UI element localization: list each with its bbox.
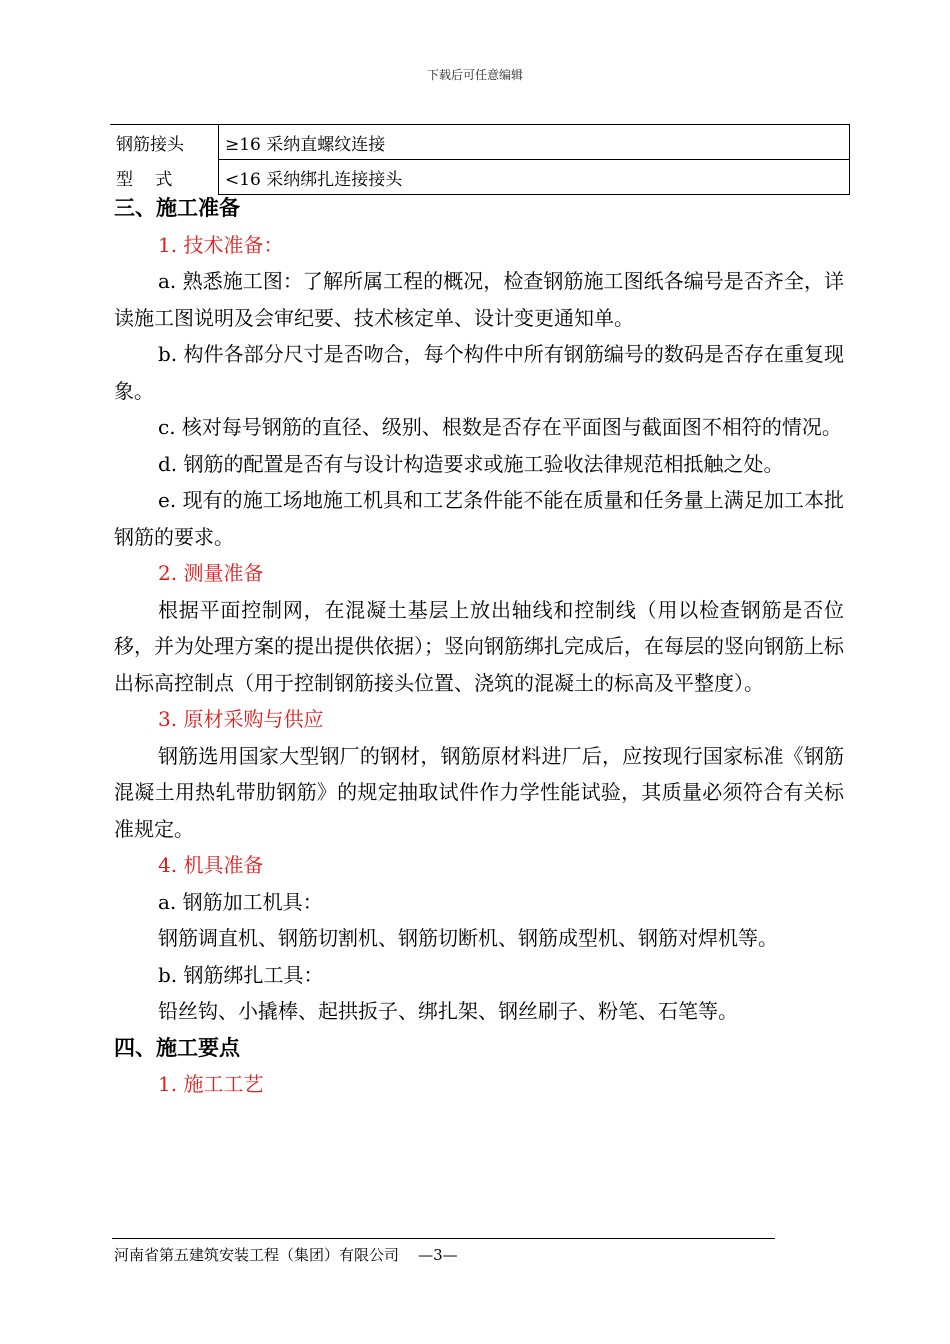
- paragraph: 钢筋调直机、钢筋切割机、钢筋切断机、钢筋成型机、钢筋对焊机等。: [158, 926, 778, 950]
- paragraph: d. 钢筋的配置是否有与设计构造要求或施工验收法律规范相抵触之处。: [158, 451, 784, 476]
- paragraph: c. 核对每号钢筋的直径、级别、根数是否存在平面图与截面图不相符的情况。: [158, 415, 842, 439]
- header-watermark: 下载后可任意编辑: [426, 68, 523, 82]
- subsection-heading: 3. 原材采购与供应: [158, 707, 324, 731]
- table-row: [110, 125, 850, 160]
- footer-divider: [112, 1238, 775, 1239]
- section-heading: 四、施工要点: [114, 1034, 240, 1060]
- document-body: [114, 190, 844, 1103]
- subsection-heading: 4. 机具准备: [158, 853, 264, 877]
- page-footer: [114, 1244, 458, 1265]
- paragraph: b. 钢筋绑扎工具：: [158, 962, 324, 987]
- paragraph: b. 构件各部分尺寸是否吻合，每个构件中所有钢筋编号的数码是否存在重复现象。: [114, 342, 844, 403]
- paragraph: 钢筋选用国家大型钢厂的钢材，钢筋原材料进厂后，应按现行国家标准《钢筋混凝土用热轧带肋钢筋》的规定抽取试件作力学性能试验，其质量必须符合有关标准规定。: [114, 743, 844, 841]
- paragraph: 根据平面控制网，在混凝土基层上放出轴线和控制线（用以检查钢筋是否位移，并为处理方案的提出提供依据）；竖向钢筋绑扎完成后，在每层的竖向钢筋上标出标高控制点（用于控制钢筋接头位置、浇筑的混凝土的标高及平整度）。: [114, 597, 844, 695]
- paragraph: a. 钢筋加工机具：: [158, 889, 323, 914]
- footer-company: 河南省第五建筑安装工程（集团）有限公司: [114, 1246, 400, 1264]
- subsection-heading: 1. 技术准备：: [158, 232, 284, 257]
- table-value-cell: <16 采纳绑扎连接接头: [219, 160, 850, 195]
- joint-type-table: [110, 124, 850, 195]
- subsection-heading: 2. 测量准备: [158, 561, 264, 585]
- subsection-heading: 1. 施工工艺: [158, 1072, 264, 1096]
- table-key-cell: 钢筋接头: [110, 125, 219, 160]
- table-value-cell: ≥16 采纳直螺纹连接: [219, 125, 850, 160]
- section-heading: 三、施工准备: [114, 195, 240, 220]
- paragraph: 铅丝钩、小撬棒、起拱扳子、绑扎架、钢丝刷子、粉笔、石笔等。: [158, 999, 738, 1023]
- footer-page-number: —3—: [418, 1246, 458, 1264]
- paragraph: a. 熟悉施工图：了解所属工程的概况，检查钢筋施工图纸各编号是否齐全，详读施工图说明及会审纪要、技术核定单、设计变更通知单。: [114, 269, 844, 330]
- table-key-cell: 型 式: [110, 160, 219, 195]
- paragraph: e. 现有的施工场地施工机具和工艺条件能不能在质量和任务量上满足加工本批钢筋的要求。: [114, 488, 844, 549]
